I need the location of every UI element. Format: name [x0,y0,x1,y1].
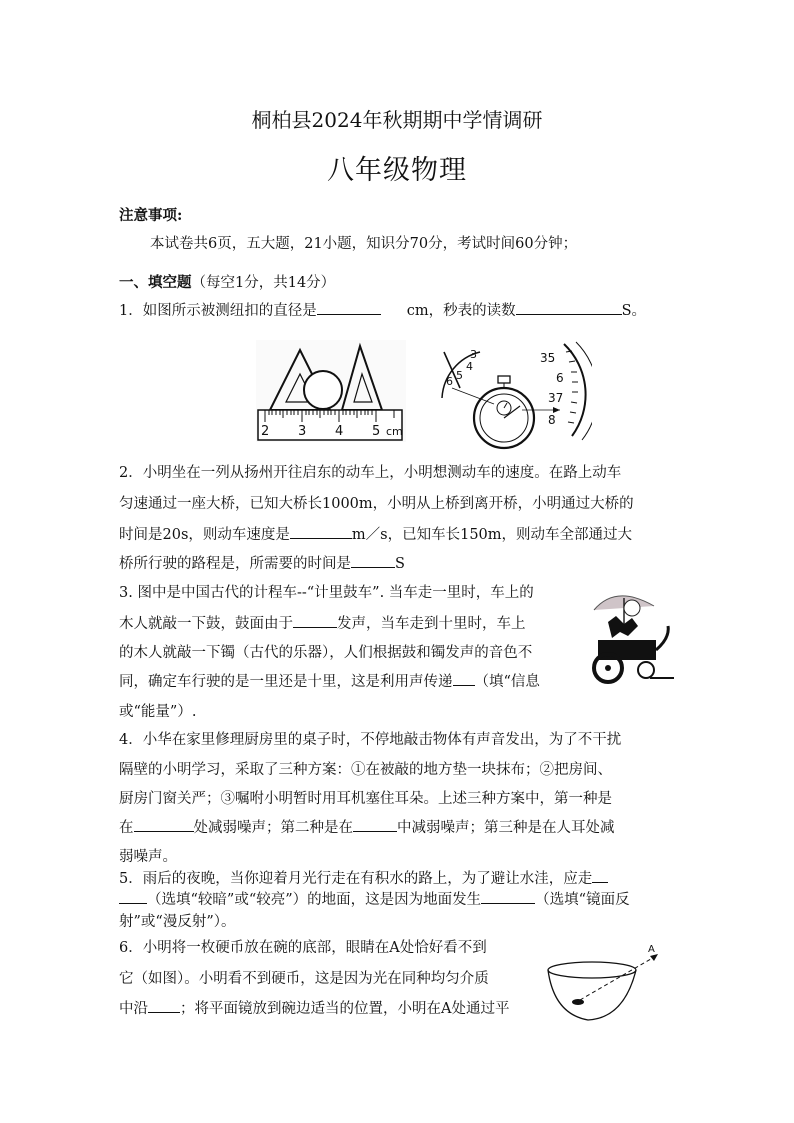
question-4-line-1: 4．小华在家里修理厨房里的桌子时，不停地敲击物体有声音发出，为了不干扰 [119,732,622,748]
q5-blank-choice[interactable] [119,889,147,904]
q5-text-b: （选填“较暗”或“较亮”）的地面，这是因为地面发生 [147,892,482,908]
q1-blank-diameter[interactable] [317,300,381,315]
dial-small-6: 6 [446,375,453,388]
section-title: 一、填空题 [119,274,192,291]
stopwatch-figure [432,338,592,450]
q5-blank-choice-start[interactable] [592,868,608,883]
button-circle [304,371,342,409]
question-3-line-3: 的木人就敲一下镯（古代的乐器），人们根据鼓和镯发声的音色不 [119,645,533,661]
section-note: （每空1分，共14分） [191,275,336,291]
q6-blank-straight-line[interactable] [148,998,180,1013]
dial-large-6: 6 [556,371,564,385]
q2-text-c: 桥所行驶的路程是，所需要的时间是 [119,556,351,572]
q2-blank-time[interactable] [351,553,395,568]
dial-small-3: 3 [470,348,477,361]
coin [572,999,584,1005]
question-2-line-1: 2．小明坐在一列从扬州开往启东的动车上，小明想测动车的速度。在路上动车 [119,465,622,481]
dial-small-5: 5 [456,369,463,382]
q3-blank-info[interactable] [453,671,475,686]
question-4-line-4 [119,813,679,844]
question-3-line-5: 或“能量”）. [119,704,197,720]
q5-text-a: 5．雨后的夜晚，当你迎着月光行走在有积水的路上，为了避让水洼，应走 [119,871,593,887]
q2-text-a: 时间是20s，则动车速度是 [119,527,290,543]
q6-text-b: ；将平面镜放到碗边适当的位置，小明在A处通过平 [180,1001,510,1017]
q3-blank-vibration[interactable] [293,613,337,628]
ruler-tick-5: 5 [372,424,381,439]
q5-text-c: （选填“镜面反 [535,892,630,908]
ruler-tick-4: 4 [335,424,344,439]
q1-text-c: S。 [621,303,647,319]
dial-small-4: 4 [466,360,473,373]
ruler-tick-3: 3 [298,424,307,439]
q4-text-b: 处减弱噪声；第二种是在 [193,820,353,836]
bowl-figure [544,940,670,1030]
q4-blank-source[interactable] [134,817,194,832]
q2-blank-speed[interactable] [290,524,352,539]
point-a-label: A [648,944,655,955]
q3-text-b: 发声，当车走到十里时，车上 [337,616,526,632]
question-2-line-2: 匀速通过一座大桥，已知大桥长1000m，小明从上桥到离开桥，小明通过大桥的 [119,496,634,512]
q4-text-c: 中减弱噪声；第三种是在人耳处减 [397,820,615,836]
section-heading [119,267,679,299]
question-6-line-2: 它（如图）。小明看不到硬币，这是因为光在同种均匀介质 [119,971,489,987]
question-5-line-3: 射”或“漫反射”）。 [119,914,236,930]
dial-large-35: 35 [540,351,556,365]
q1-blank-stopwatch[interactable] [516,300,622,315]
q6-text-a: 中沿 [119,1001,148,1017]
q4-text-a: 在 [119,820,134,836]
ruler-tick-2: 2 [261,424,270,439]
subject-title: 八年级物理 [327,155,467,186]
notes-label: 注意事项: [119,207,183,224]
q3-text-d: （填“信息 [474,674,540,690]
question-4-line-5: 弱噪声。 [119,849,177,865]
drum-cart-figure [580,580,680,690]
dial-large-8: 8 [548,413,556,427]
question-2-line-3 [119,520,679,551]
q3-text-c: 同，确定车行驶的是一里还是十里，这是利用声传递 [119,674,453,690]
q4-blank-path[interactable] [353,817,397,832]
question-2-line-4 [119,549,679,580]
q1-text-b: cm，秒表的读数 [406,303,516,319]
question-6-line-1: 6．小明将一枚硬币放在碗的底部，眼睛在A处恰好看不到 [119,940,487,956]
question-4-line-2: 隔壁的小明学习，采取了三种方案：①在被敲的地方垫一块抹布；②把房间、 [119,762,612,778]
exam-title: 桐柏县2024年秋期期中学情调研 [251,108,543,132]
dial-large-37: 37 [548,391,564,405]
notes-text: 本试卷共6页，五大题，21小题，知识分70分，考试时间60分钟； [150,236,578,252]
q2-text-b: m／s，已知车长150m，则动车全部通过大 [351,527,633,543]
question-4-line-3: 厨房门窗关严；③嘱咐小明暂时用耳机塞住耳朵。上述三种方案中，第一种是 [119,791,612,807]
question-1 [119,296,679,327]
ruler-unit: cm [386,425,403,438]
question-3-line-1: 3. 图中是中国古代的计程车--“计里鼓车”. 当车走一里时，车上的 [119,585,534,601]
q2-text-d: S [395,556,405,572]
q3-text-a: 木人就敲一下鼓，鼓面由于 [119,616,293,632]
q5-blank-reflection[interactable] [481,889,535,904]
ruler-figure [256,340,406,442]
q1-text-a: 1．如图所示被测纽扣的直径是 [119,303,317,319]
